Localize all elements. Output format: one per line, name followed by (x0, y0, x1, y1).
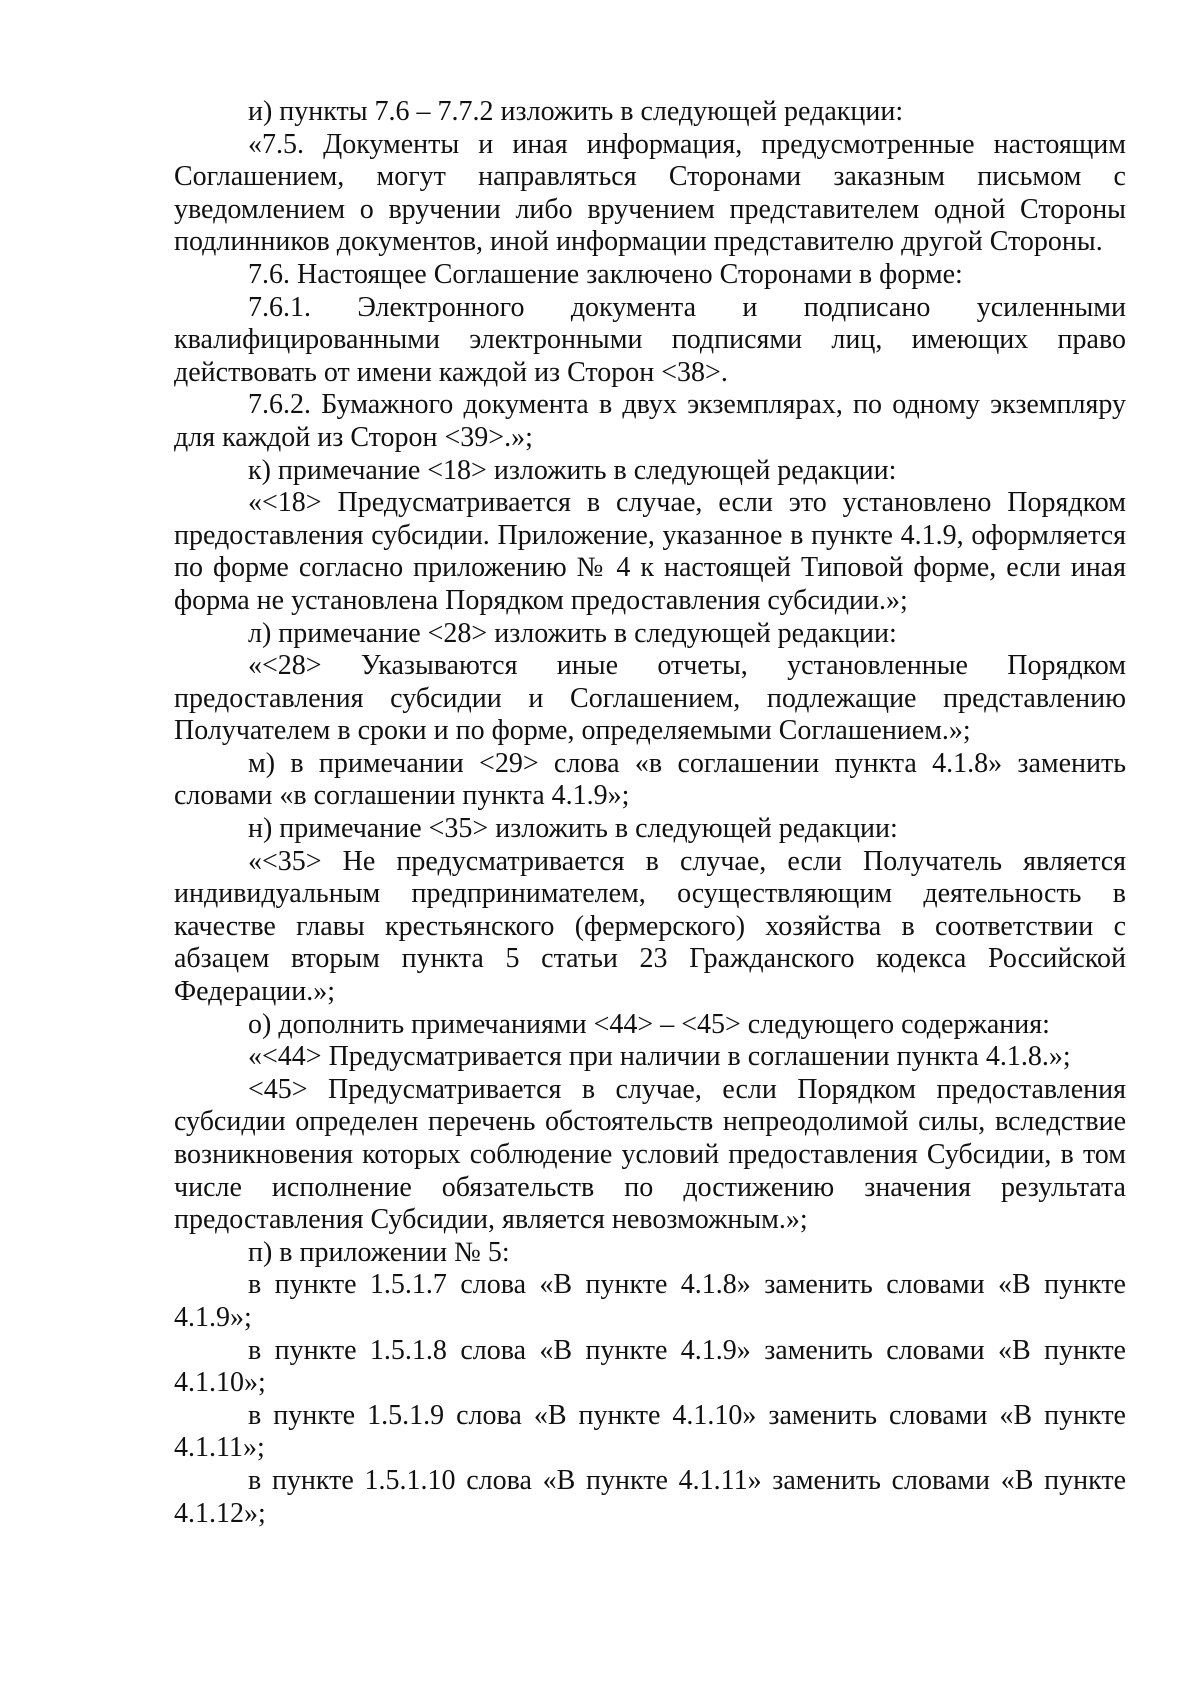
paragraph: п) в приложении № 5: (248, 1236, 510, 1268)
paragraph: в пункте 1.5.1.10 слова «В пункте 4.1.11» заменить словами «В пункте 4.1.12»; (174, 1464, 1126, 1529)
paragraph: и) пункты 7.6 – 7.7.2 изложить в следующей редакции: (248, 96, 904, 127)
paragraph: м) в примечании <29> слова «в соглашении пункта 4.1.8» заменить словами «в соглашении пункта 4.1.9»; (174, 747, 1126, 812)
paragraph: н) примечание <35> изложить в следующей редакции: (248, 813, 898, 845)
paragraph: <45> Предусматривается в случае, если Порядком предоставления субсидии определен перечень обстоятельств непреодолимой силы, вследствие возникновения которых соблюдение условий предоставления Субсидии, в том числе исполнение обязательств по достижению значения результата предоставления Субсидии, является невозможным.»; (174, 1073, 1126, 1236)
paragraph: в пункте 1.5.1.9 слова «В пункте 4.1.10» заменить словами «В пункте 4.1.11»; (174, 1399, 1126, 1464)
paragraph: «<18> Предусматривается в случае, если это установлено Порядком предоставления субсидии. Приложение, указанное в пункте 4.1.9, оформляется по форме согласно приложению № 4 к настоящей Типовой форме, если иная форма не установлена Порядком предоставления субсидии.»; (174, 487, 1126, 616)
paragraph: «7.5. Документы и иная информация, предусмотренные настоящим Соглашением, могут направляться Сторонами заказным письмом с уведомлением о вручении либо вручением представителем одной Стороны подлинников документов, иной информации представителю другой Стороны. (174, 128, 1126, 258)
document-body (174, 96, 1126, 1530)
paragraph: о) дополнить примечаниями <44> – <45> следующего содержания: (248, 1008, 1050, 1040)
paragraph: 7.6.2. Бумажного документа в двух экземплярах, по одному экземпляру для каждой из Сторон <39>.»; (174, 389, 1126, 453)
paragraph: 7.6. Настоящее Соглашение заключено Сторонами в форме: (248, 258, 963, 290)
paragraph: в пункте 1.5.1.7 слова «В пункте 4.1.8» заменить словами «В пункте 4.1.9»; (174, 1269, 1126, 1333)
paragraph: «<28> Указываются иные отчеты, установленные Порядком предоставления субсидии и Соглашением, подлежащие представлению Получателем в сроки и по форме, определяемыми Соглашением.»; (174, 650, 1126, 747)
paragraph: «<35> Не предусматривается в случае, если Получатель является индивидуальным предпринимателем, осуществляющим деятельность в качестве главы крестьянского (фермерского) хозяйства в соответствии с абзацем вторым пункта 5 статьи 23 Гражданского кодекса Российской Федерации.»; (174, 845, 1126, 1008)
paragraph: 7.6.1. Электронного документа и подписано усиленными квалифицированными электронными подписями лиц, имеющих право действовать от имени каждой из Сторон <38>. (174, 291, 1126, 388)
paragraph: л) примечание <28> изложить в следующей редакции: (248, 617, 897, 649)
paragraph: к) примечание <18> изложить в следующей редакции: (248, 454, 897, 486)
paragraph: в пункте 1.5.1.8 слова «В пункте 4.1.9» заменить словами «В пункте 4.1.10»; (174, 1334, 1126, 1399)
paragraph: «<44> Предусматривается при наличии в соглашении пункта 4.1.8.»; (248, 1041, 1071, 1073)
